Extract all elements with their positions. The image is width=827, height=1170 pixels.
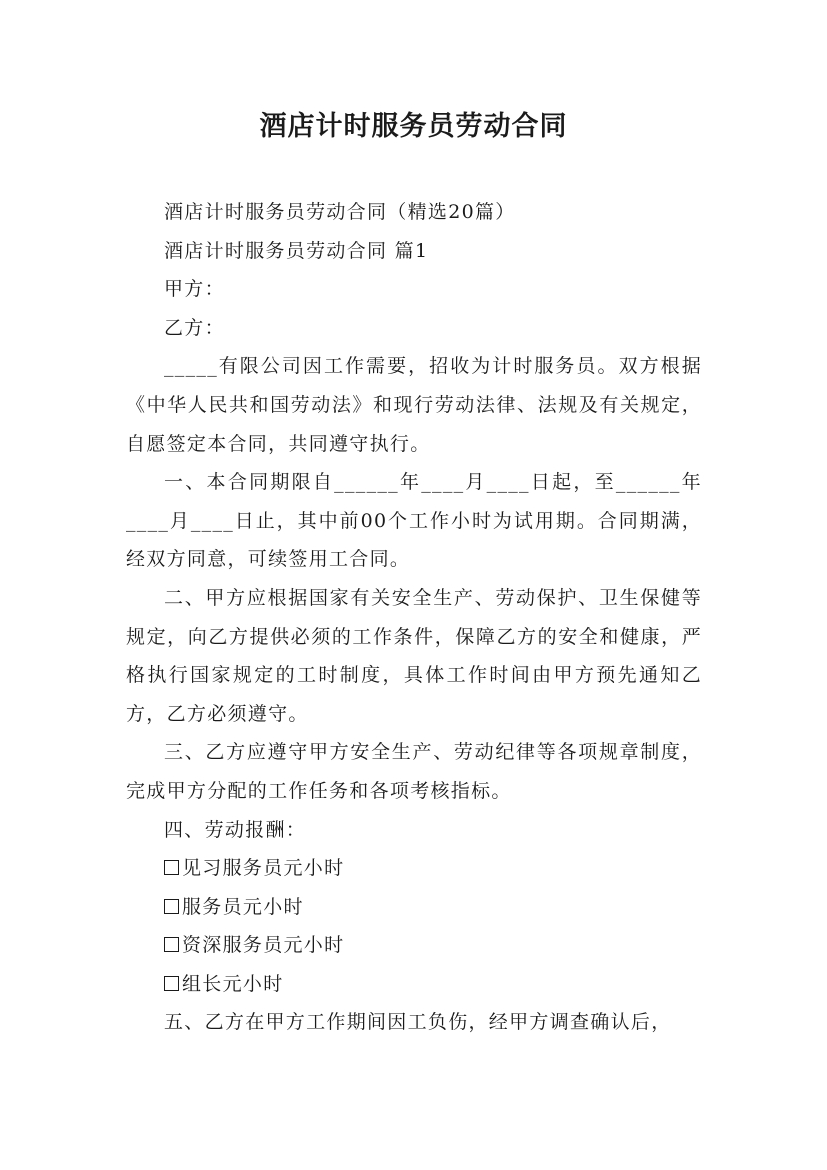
pay-option-label: 服务员元小时 bbox=[182, 895, 304, 918]
paragraph-subtitle: 酒店计时服务员劳动合同（精选20篇） bbox=[164, 201, 516, 223]
checkbox-icon bbox=[164, 976, 179, 991]
pay-option-senior-server bbox=[126, 926, 702, 965]
pay-option-trainee bbox=[126, 849, 702, 888]
pay-option-label: 见习服务员元小时 bbox=[182, 857, 345, 880]
paragraph-clause-5: 五、乙方在甲方工作期间因工负伤，经甲方调查确认后， bbox=[164, 1011, 672, 1034]
paragraph-party-a: 甲方： bbox=[164, 278, 225, 301]
pay-option-label: 资深服务员元小时 bbox=[182, 934, 345, 957]
paragraph-clause-4: 四、劳动报酬： bbox=[164, 818, 307, 841]
checkbox-icon bbox=[164, 899, 179, 914]
paragraph-section-heading: 酒店计时服务员劳动合同 篇1 bbox=[164, 239, 429, 262]
paragraph-intro: _____有限公司因工作需要，招收为计时服务员。双方根据《中华人民共和国劳动法》和现行劳动法律、法规及有关规定，自愿签定本合同，共同遵守执行。 bbox=[126, 355, 702, 455]
paragraph-clause-3: 三、乙方应遵守甲方安全生产、劳动纪律等各项规章制度，完成甲方分配的工作任务和各项考核指标。 bbox=[126, 741, 702, 802]
paragraph-clause-1: 一、本合同期限自______年____月____日起，至______年____月____日止，其中前00个工作小时为试用期。合同期满，经双方同意，可续签用工合同。 bbox=[126, 471, 702, 571]
pay-option-server bbox=[126, 888, 702, 927]
document-title: 酒店计时服务员劳动合同 bbox=[259, 111, 568, 142]
pay-option-label: 组长元小时 bbox=[182, 972, 284, 995]
checkbox-icon bbox=[164, 860, 179, 875]
document-body bbox=[126, 193, 702, 1042]
paragraph-party-b: 乙方： bbox=[164, 316, 225, 339]
pay-option-team-leader bbox=[126, 965, 702, 1004]
paragraph-clause-2: 二、甲方应根据国家有关安全生产、劳动保护、卫生保健等规定，向乙方提供必须的工作条件，保障乙方的安全和健康，严格执行国家规定的工时制度，具体工作时间由甲方预先通知乙方，乙方必须遵守。 bbox=[126, 586, 702, 725]
checkbox-icon bbox=[164, 937, 179, 952]
